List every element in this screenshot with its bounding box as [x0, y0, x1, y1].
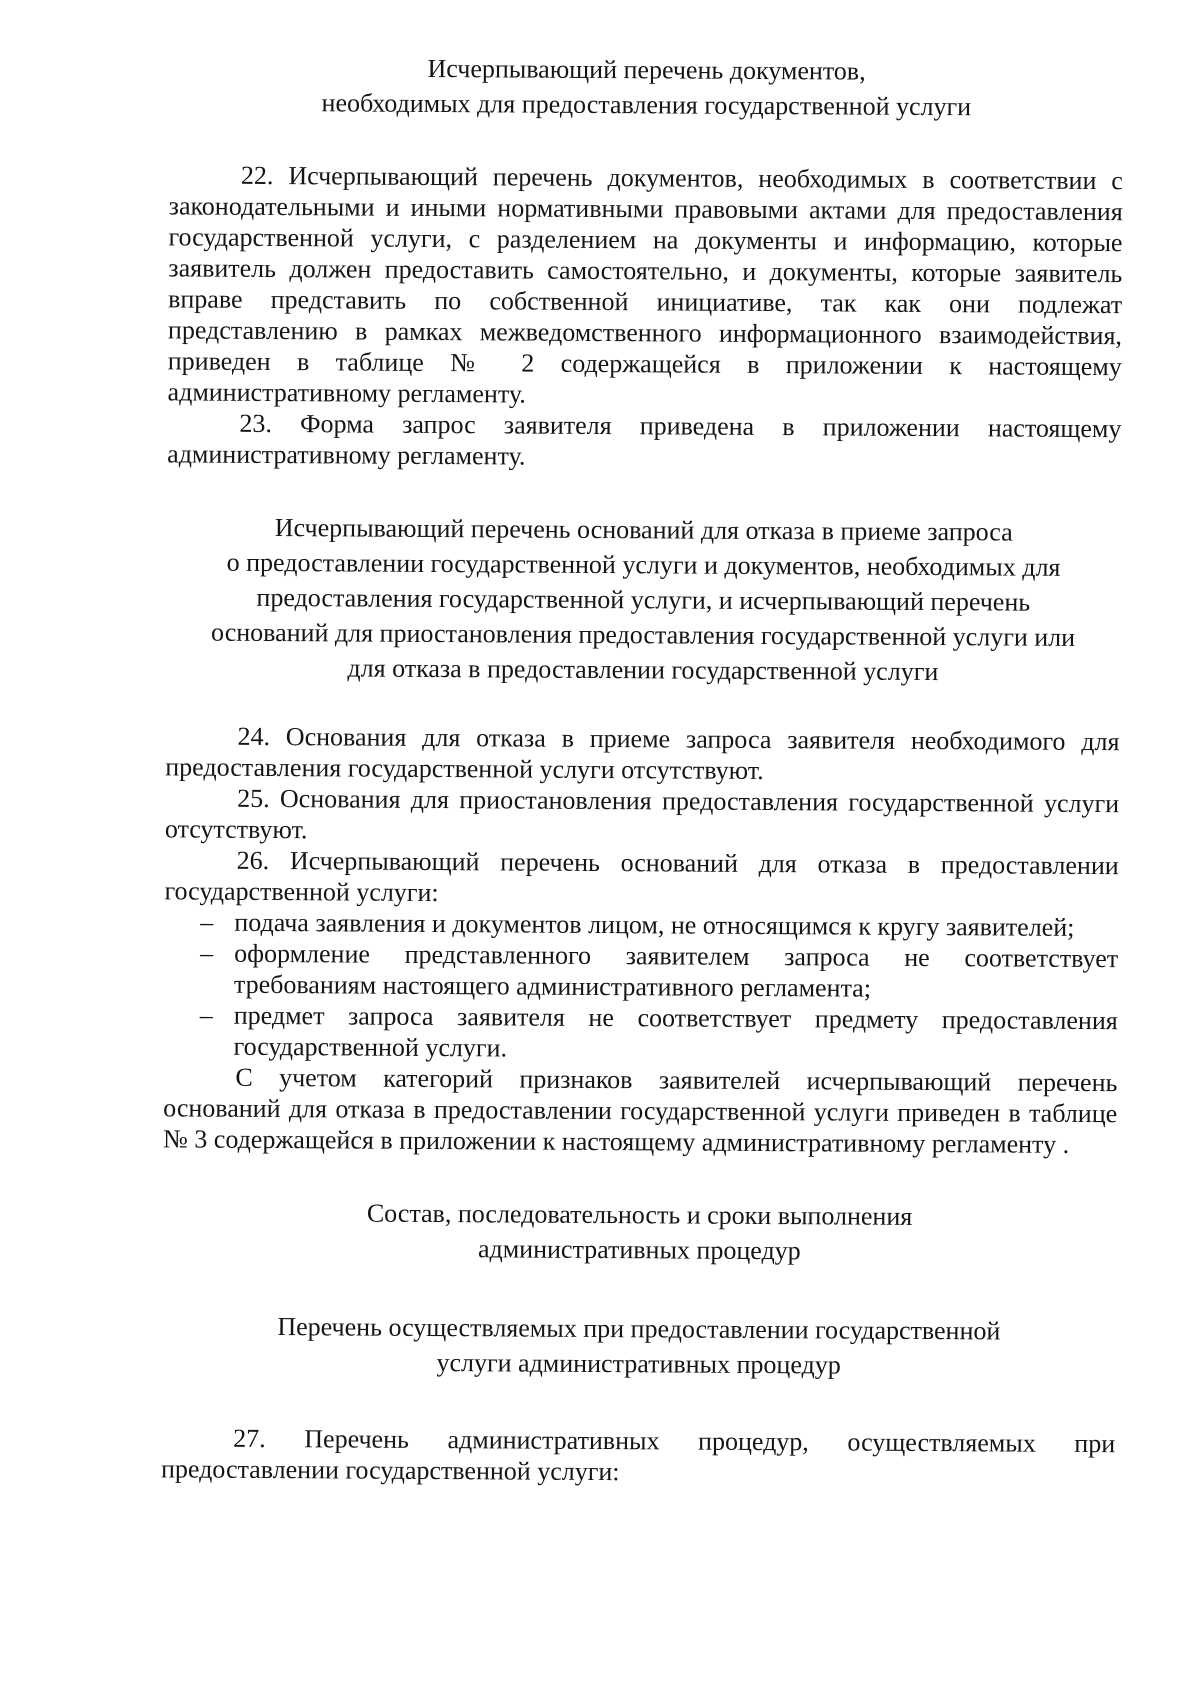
heading-line: Перечень осуществляемых при предоставлении государственной [277, 1312, 1001, 1346]
list-item-text: оформление представленного заявителем запроса не соответствует требованиям настоящего административного регламента; [233, 938, 1119, 1003]
dash-bullet: – [200, 938, 214, 968]
heading-line: административных процедур [477, 1234, 801, 1266]
paragraph-23: 23. Форма запрос заявителя приведена в приложении настоящему административному регламенту. [167, 408, 1122, 471]
paragraph-22: 22. Исчерпывающий перечень документов, необходимых в соответствии с законодательными и иными нормативными правовыми актами для предоставления государственной услуги, с разделением на документы и информацию, которые заявитель должен предоставить самостоятельно, и документы, которые заявитель вправе представить по собственной инициативе, так как они подлежат представлению в рамках межведомственного информационного взаимодействия, приведен в таблице № 2 содержащейся в приложении к настоящему административному регламенту. [167, 160, 1123, 409]
paragraph-25: 25. Основания для приостановления предоставления государственной услуги отсутствуют. [164, 783, 1120, 845]
heading-line: Состав, последовательность и сроки выполнения [366, 1198, 913, 1231]
heading-line: необходимых для предоставления государственной услуги [321, 88, 972, 122]
heading-procedures-list [162, 1308, 1116, 1384]
heading-line: о предоставлении государственной услуги и документов, необходимых для [226, 547, 1061, 582]
heading-line: для отказа в предоставлении государственной услуги [347, 653, 939, 687]
dash-bullet: – [199, 1000, 213, 1030]
heading-procedures [162, 1194, 1116, 1270]
heading-refusal-grounds [166, 509, 1121, 690]
heading-line: предоставления государственной услуги, и исчерпывающий перечень [256, 582, 1031, 617]
heading-line: услуги административных процедур [436, 1348, 841, 1380]
paragraph-24: 24. Основания для отказа в приеме запроса заявителя необходимого для предоставления государственной услуги отсутствуют. [165, 721, 1120, 786]
list-item [164, 937, 1118, 1005]
heading-line: оснований для приостановления предоставления государственной услуги или [211, 617, 1076, 652]
paragraph-26-note: С учетом категорий признаков заявителей исчерпывающий перечень оснований для отказа в предоставлении государственной услуги приведен в таблице № 3 содержащейся в приложении к настоящему административному регламенту . [162, 1062, 1118, 1159]
paragraph-26: 26. Исчерпывающий перечень оснований для отказа в предоставлении государственной услуги: [164, 845, 1119, 908]
list-item-text: предмет запроса заявителя не соответствует предмету предоставления государственной услуги. [233, 1000, 1118, 1063]
heading-line: Исчерпывающий перечень документов, [427, 53, 866, 86]
heading-line: Исчерпывающий перечень оснований для отказа в приеме запроса [274, 513, 1013, 547]
refusal-grounds-list [164, 906, 1119, 1067]
list-item [164, 999, 1118, 1067]
dash-bullet: – [200, 907, 214, 937]
heading-documents-list [169, 49, 1123, 125]
list-item-text: подача заявления и документов лицом, не относящимся к кругу заявителей; [234, 907, 1075, 942]
paragraph-27: 27. Перечень административных процедур, осуществляемых при предоставлении государственной услуги: [160, 1423, 1116, 1487]
